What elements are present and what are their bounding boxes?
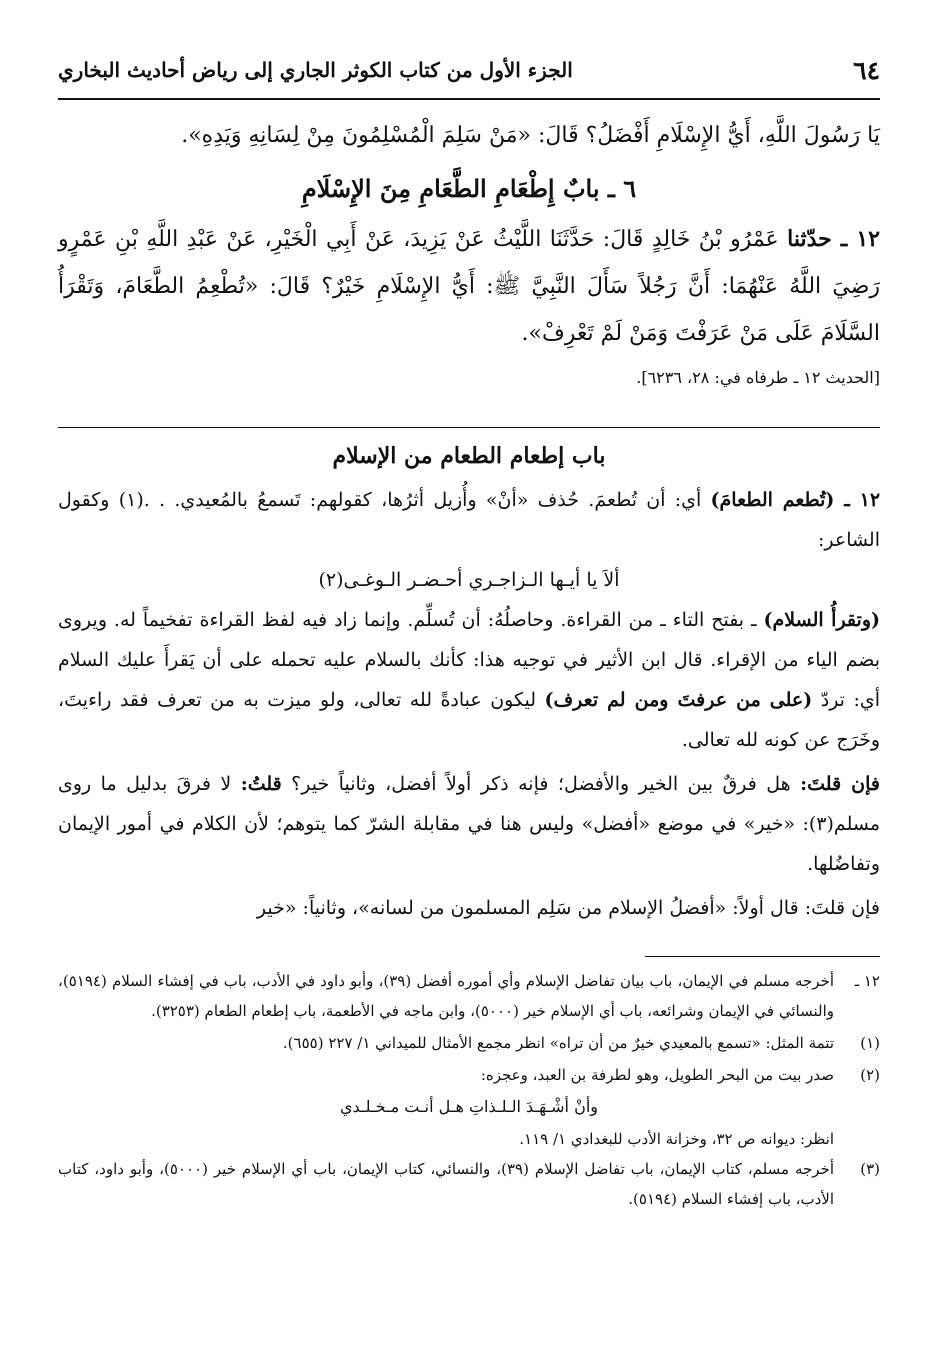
footnote-verse: وأنْ أشْـهَـدَ الـلـذاتِ هـل أنـت مـخـلـدي xyxy=(340,1097,598,1116)
footnote-item xyxy=(58,1154,880,1214)
section-divider xyxy=(58,427,880,428)
commentary-paragraph-4: فإن قلتَ: قال أولاً: «أفضلُ الإسلام من سَلِم المسلمون من لسانه»، وثانياً: «خير xyxy=(256,897,880,919)
footnote-text: أخرجه مسلم، كتاب الإيمان، باب تفاضل الإسلام (٣٩)، والنسائي، كتاب الإيمان، باب أي الإسلام خير (٥٠٠٠)، وأبو داود، كتاب الأدب، باب إفشاء السلام (٥١٩٤). xyxy=(58,1160,834,1208)
hadith-12-body: عَمْرُو بْنُ خَالِدٍ قَالَ: حَدَّثَنَا اللَّيْثُ عَنْ يَزِيدَ، عَنْ أَبِي الْخَيْرِ، عَنْ عَبْدِ اللَّهِ بْنِ عَمْرٍو رَضِيَ اللَّهُ عَنْهُمَا: أَنَّ رَجُلاً سَأَلَ النَّبِيَّ ﷺ: أَيُّ الإِسْلَامِ خَيْرٌ؟ قَالَ: «تُطْعِمُ الطَّعَامَ، وَتَقْرَأُ السَّلَامَ عَلَى مَنْ عَرَفْتَ وَمَنْ لَمْ تَعْرِفْ». xyxy=(58,227,880,346)
hadith-reference: [الحديث ١٢ ـ طرفاه في: ٢٨، ٦٢٣٦]. xyxy=(636,368,880,387)
commentary-p2-body-1: ـ بفتح التاء ـ من القراءة. وحاصلُهُ: أن تُسلِّم. وإنما زاد فيه لفظ القراءة تفخيماً له. ويروى بضم الياء من الإقراء. قال ابن الأثير في توجيه هذا: كأنك بالسلام عليه تحمله على أن يَقرأَ عليك السلام أي: تردّ xyxy=(58,609,880,711)
commentary-paragraph-3 xyxy=(58,764,880,884)
footnote-text: تتمة المثل: «تسمع بالمعيدي خيرٌ من أن تراه» انظر مجمع الأمثال للميداني ١/ ٢٢٧ (٦٥٥). xyxy=(282,1034,834,1052)
footnote-number: (٣) xyxy=(860,1160,880,1178)
commentary-paragraph-1 xyxy=(58,480,880,560)
commentary-p3-body-2: لا فرقَ بدليل ما روى مسلم(٣): «خير» في موضع «أفضل» وليس هنا في مقابلة الشرّ كما يتوهم؛ لأن الكلام في أمور الإيمان وتفاضُلها. xyxy=(58,773,880,875)
hadith-12-lead: ١٢ ـ حدّثنا xyxy=(787,226,880,252)
footnote-item xyxy=(58,1028,880,1058)
header-rule xyxy=(58,98,880,100)
bab-title: ٦ ـ بابٌ إِطْعَامِ الطَّعَامِ مِنَ الإِسْلَامِ xyxy=(301,174,637,203)
footnote-text: أخرجه مسلم في الإيمان، باب بيان تفاضل الإسلام وأي أموره أفضل (٣٩)، وأبو داود في الأدب، باب في إفشاء السلام (٥١٩٤)، والنسائي في الإيمان وشرائعه، باب أي الإسلام خير (٥٠٠٠)، وابن ماجه في الأطعمة، باب إطعام الطعام (٣٢٥٣). xyxy=(58,972,834,1020)
page-header xyxy=(58,56,880,90)
footnote-item xyxy=(58,966,880,1026)
commentary-section xyxy=(58,436,880,928)
footnote-item xyxy=(58,1060,880,1090)
footnotes-section xyxy=(58,966,880,1216)
commentary-p2-lead: (وتقرأُ السلام) xyxy=(763,609,880,631)
running-title: الجزء الأول من كتاب الكوثر الجاري إلى رياض أحاديث البخاري xyxy=(58,58,573,82)
hadith-12 xyxy=(58,216,880,357)
poetry-verse: ألاَ يا أيـها الـزاجـري أحـضـر الـوغـى(٢) xyxy=(318,569,620,591)
hadith-section xyxy=(58,112,880,393)
commentary-paragraph-2 xyxy=(58,600,880,760)
commentary-p3-bold: قلتُ: xyxy=(240,773,282,795)
commentary-p3-lead: فإن قلتَ: xyxy=(800,773,881,795)
footnote-number: (١) xyxy=(860,1034,880,1052)
footnote-number: (٢) xyxy=(860,1066,880,1084)
commentary-p3-body-1: هل فرقٌ بين الخير والأفضل؛ فإنه ذكر أولاً أفضل، وثانياً خير؟ xyxy=(281,773,801,795)
footnote-text: صدر بيت من البحر الطويل، وهو لطرفة بن العبد، وعجزه: xyxy=(480,1066,834,1084)
commentary-p1-body: أي: أن تُطعمَ. حُذف «أنْ» وأُزيل أثرُها، كقولهم: تَسمعُ بالمُعيدي. . .(١) وكقول الشاعر: xyxy=(58,489,880,551)
hadith-continuation: يَا رَسُولَ اللَّهِ، أَيُّ الإِسْلَامِ أَفْضَلُ؟ قَالَ: «مَنْ سَلِمَ الْمُسْلِمُونَ مِنْ لِسَانِهِ وَيَدِهِ». xyxy=(181,123,880,148)
commentary-p2-body-2: ليكون عبادةً لله تعالى، ولو ميزت به من تعرف فقد راءيتَ، وخَرَج عن كونه لله تعالى. xyxy=(58,689,880,751)
commentary-title: باب إطعام الطعام من الإسلام xyxy=(332,443,606,469)
page-number: ٦٤ xyxy=(853,56,880,85)
commentary-p1-lead: ١٢ ـ (تُطعم الطعامَ) xyxy=(710,489,881,511)
footnote-source: انظر: ديوانه ص ٣٢، وخزانة الأدب للبغدادي ١/ ١١٩. xyxy=(519,1130,834,1148)
footnote-number: ١٢ ـ xyxy=(854,972,880,990)
footnote-rule xyxy=(645,956,880,957)
commentary-p2-bold: (على من عرفتَ ومن لم تعرف) xyxy=(544,689,813,711)
